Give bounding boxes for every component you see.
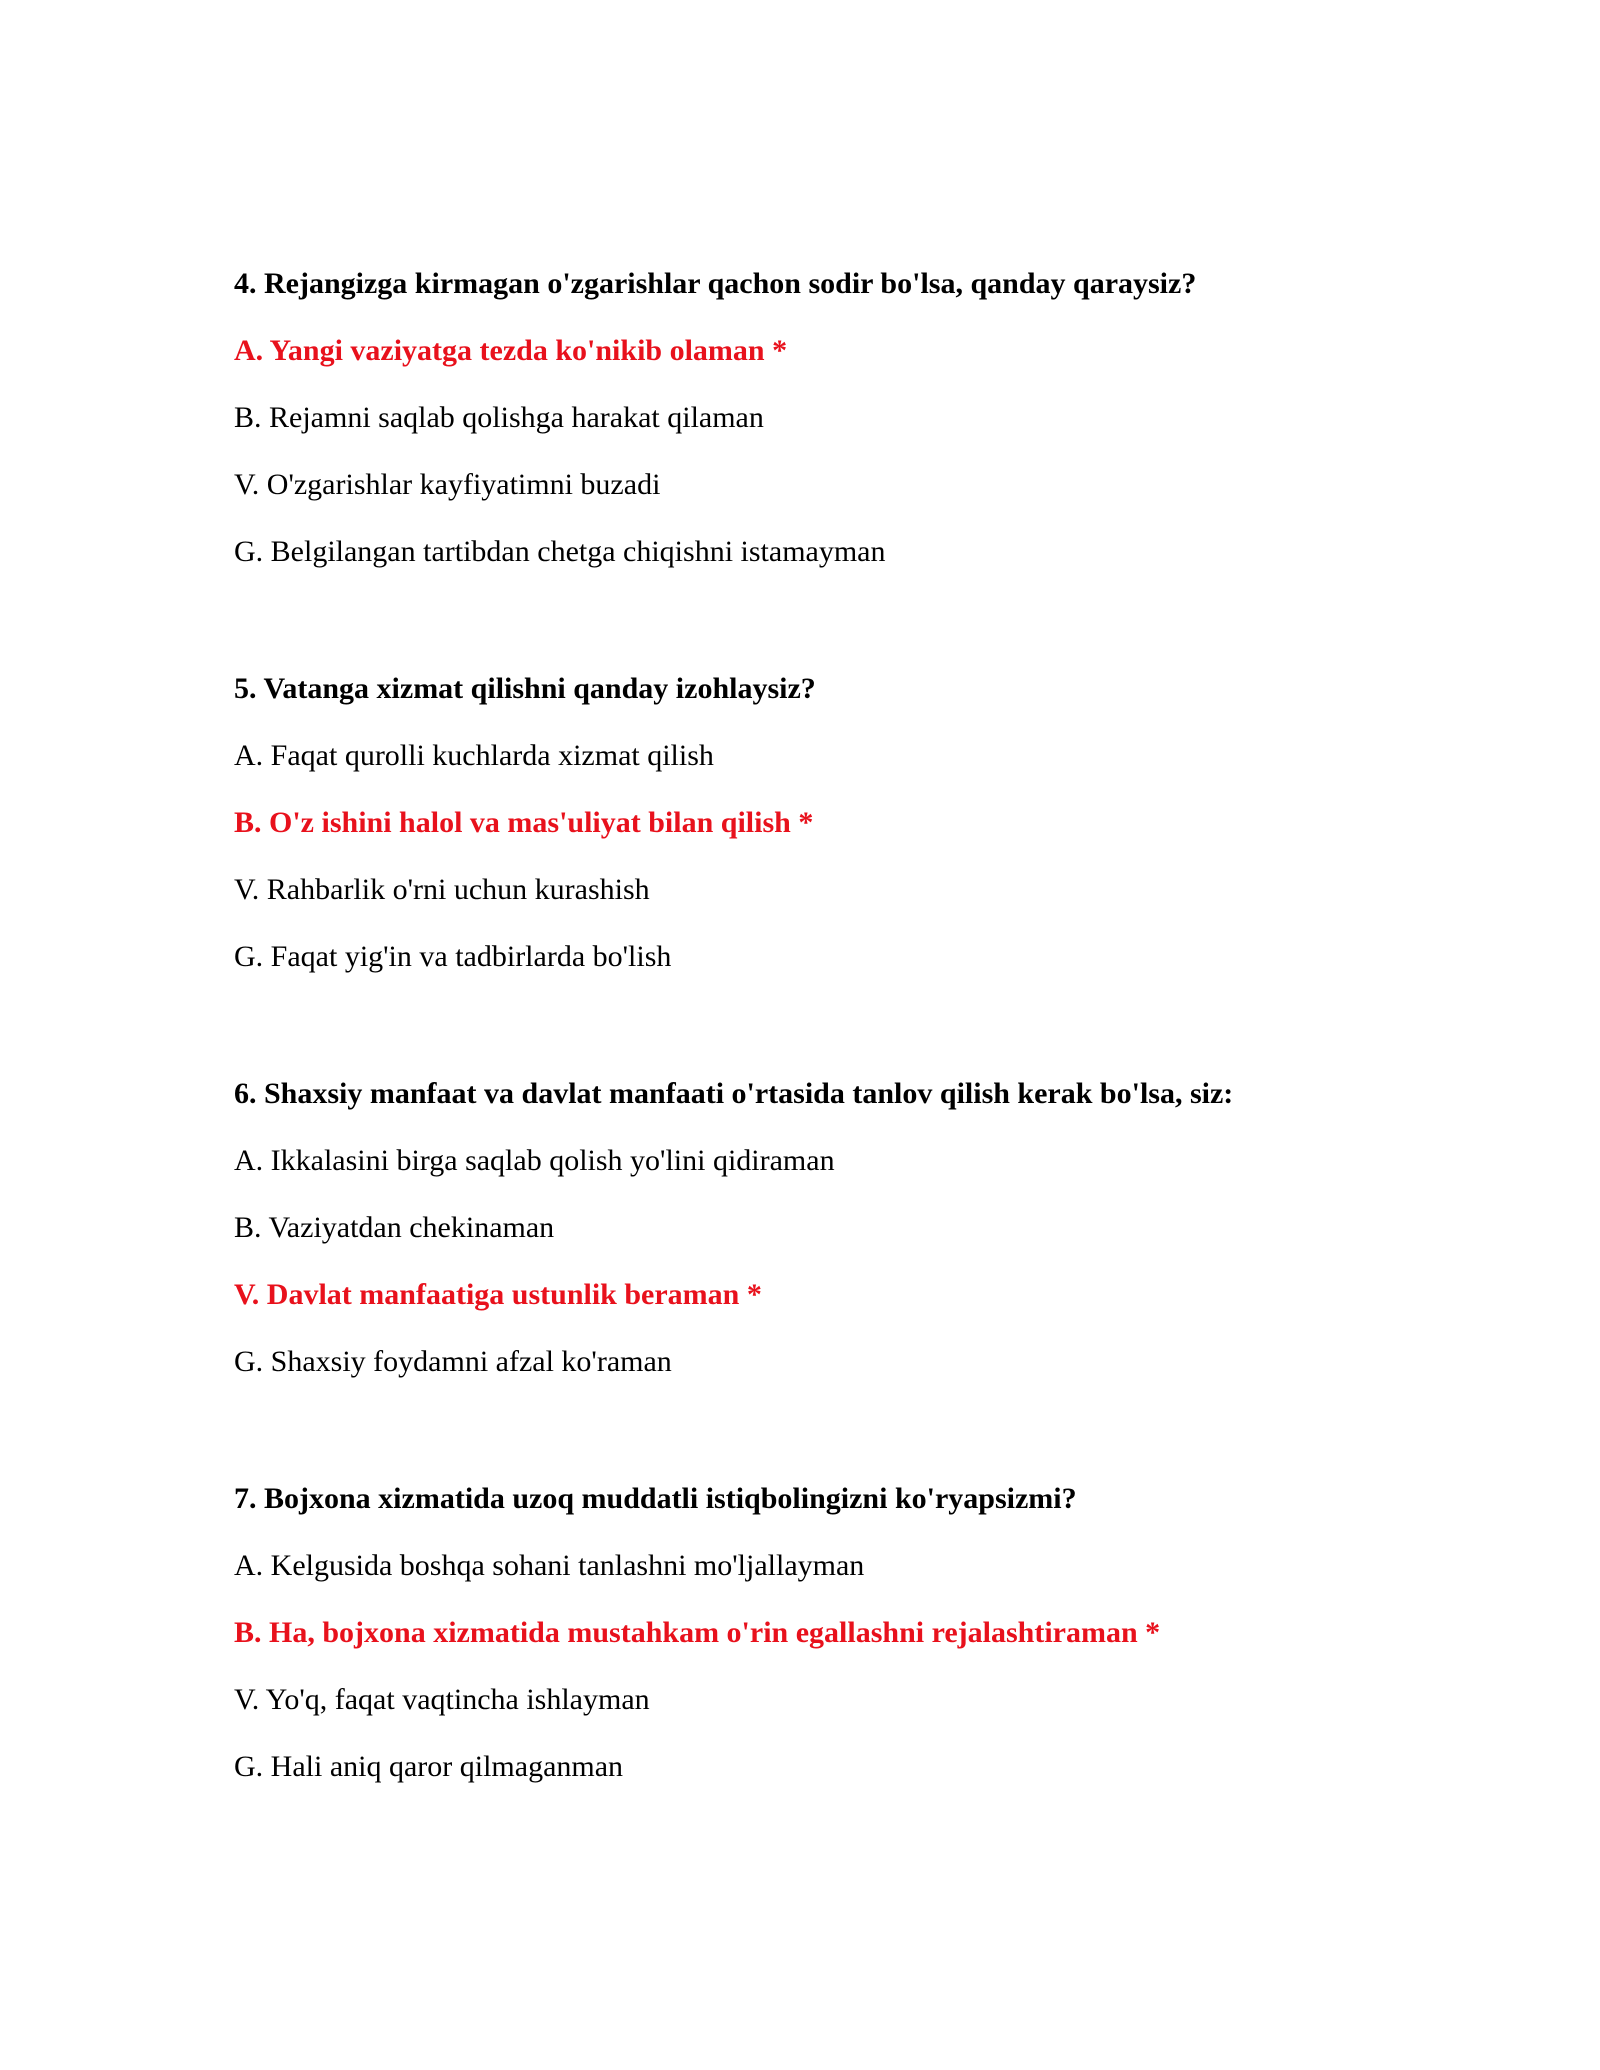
answer-option: B. Rejamni saqlab qolishga harakat qilaman [234, 401, 764, 434]
answer-option-correct: B. O'z ishini halol va mas'uliyat bilan qilish * [234, 806, 814, 839]
answer-option-correct: B. Ha, bojxona xizmatida mustahkam o'rin egallashni rejalashtiraman * [234, 1616, 1161, 1649]
answer-option: A. Kelgusida boshqa sohani tanlashni mo'ljallayman [234, 1549, 865, 1582]
answer-option: G. Hali aniq qaror qilmaganman [234, 1750, 624, 1783]
question-text: 5. Vatanga xizmat qilishni qanday izohlaysiz? [234, 672, 816, 705]
answer-option: V. Yo'q, faqat vaqtincha ishlayman [234, 1683, 650, 1716]
answer-option: V. Rahbarlik o'rni uchun kurashish [234, 873, 650, 906]
question-text: 4. Rejangizga kirmagan o'zgarishlar qachon sodir bo'lsa, qanday qaraysiz? [234, 267, 1197, 300]
answer-option-correct: V. Davlat manfaatiga ustunlik beraman * [234, 1278, 762, 1311]
answer-option: A. Faqat qurolli kuchlarda xizmat qilish [234, 739, 714, 772]
answer-option: G. Belgilangan tartibdan chetga chiqishni istamayman [234, 535, 886, 568]
answer-option: B. Vaziyatdan chekinaman [234, 1211, 555, 1244]
answer-option: G. Faqat yig'in va tadbirlarda bo'lish [234, 940, 672, 973]
answer-option-correct: A. Yangi vaziyatga tezda ko'nikib olaman * [234, 334, 788, 367]
question-4 [234, 250, 1434, 585]
question-list [234, 250, 1434, 1870]
question-5 [234, 655, 1434, 990]
question-6 [234, 1060, 1434, 1395]
answer-option: V. O'zgarishlar kayfiyatimni buzadi [234, 468, 661, 501]
question-7 [234, 1465, 1434, 1800]
answer-option: G. Shaxsiy foydamni afzal ko'raman [234, 1345, 672, 1378]
answer-option: A. Ikkalasini birga saqlab qolish yo'lini qidiraman [234, 1144, 835, 1177]
question-text: 7. Bojxona xizmatida uzoq muddatli istiqbolingizni ko'ryapsizmi? [234, 1482, 1077, 1515]
question-text: 6. Shaxsiy manfaat va davlat manfaati o'rtasida tanlov qilish kerak bo'lsa, siz: [234, 1077, 1234, 1110]
